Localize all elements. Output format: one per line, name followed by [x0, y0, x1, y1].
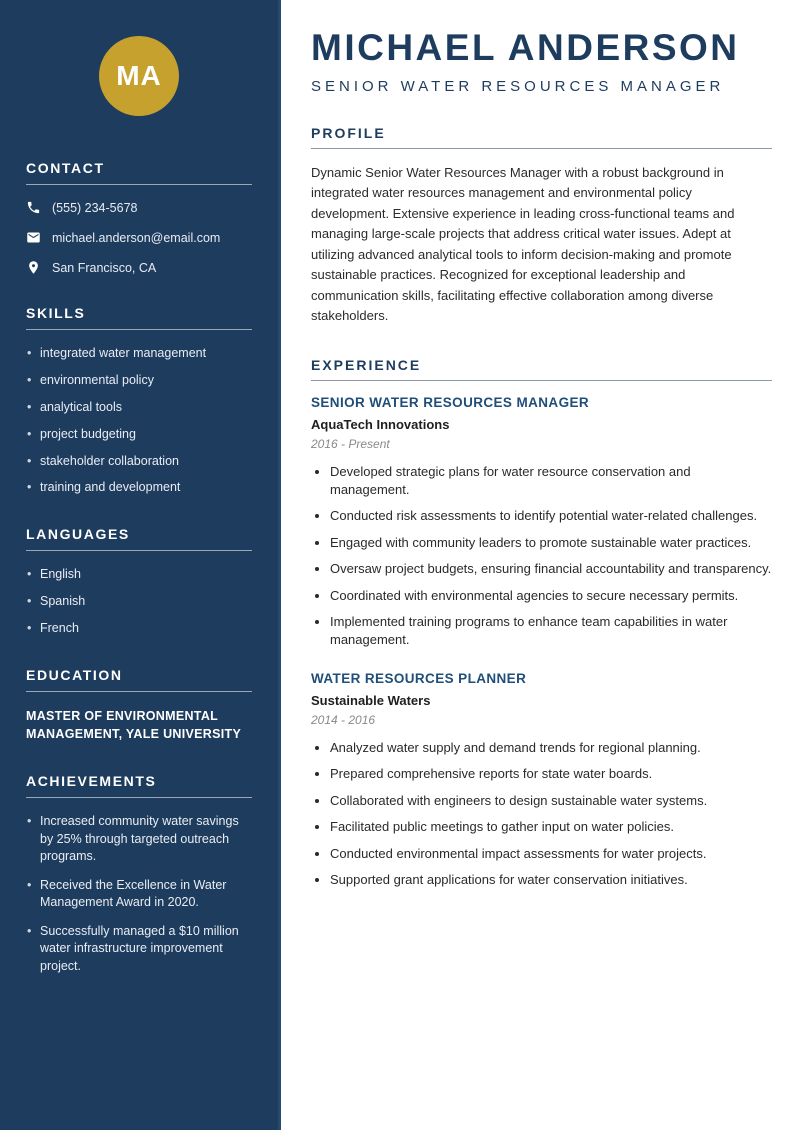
achievement-item: • Increased community water savings by 25% through targeted outreach programs. — [26, 813, 252, 866]
avatar — [99, 36, 179, 116]
education-heading: EDUCATION — [26, 667, 252, 692]
achievements-list — [26, 813, 252, 975]
skills-section — [26, 305, 252, 496]
location-icon — [26, 260, 41, 275]
job-title: SENIOR WATER RESOURCES MANAGER — [311, 394, 590, 410]
achievements-heading: ACHIEVEMENTS — [26, 773, 252, 798]
education-section — [26, 667, 252, 743]
job-bullets — [311, 739, 772, 889]
achievement-item: • Successfully managed a $10 million water infrastructure improvement project. — [26, 923, 252, 976]
achievement-item: • Received the Excellence in Water Management Award in 2020. — [26, 877, 252, 912]
phone-value: (555) 234-5678 — [52, 200, 138, 215]
skill-item: • stakeholder collaboration — [26, 453, 252, 470]
job-bullet: • Collaborated with engineers to design sustainable water systems. — [330, 792, 772, 810]
phone-icon — [26, 200, 41, 215]
job-bullet: • Conducted environmental impact assessments for water projects. — [330, 845, 772, 863]
experience-heading: EXPERIENCE — [311, 357, 772, 381]
phone-item — [26, 200, 252, 215]
job-entry — [311, 671, 772, 889]
languages-section — [26, 526, 252, 637]
email-item — [26, 230, 252, 245]
company-name: AquaTech Innovations — [311, 416, 450, 432]
job-bullets — [311, 463, 772, 649]
profile-heading: PROFILE — [311, 125, 772, 149]
job-bullet: • Oversaw project budgets, ensuring financial accountability and transparency. — [330, 560, 772, 578]
job-bullet: • Engaged with community leaders to promote sustainable water practices. — [330, 534, 772, 552]
company-name: Sustainable Waters — [311, 692, 431, 708]
job-bullet: • Analyzed water supply and demand trends for regional planning. — [330, 739, 772, 757]
skill-item: • integrated water management — [26, 345, 252, 362]
location-value: San Francisco, CA — [52, 260, 157, 275]
language-item: • French — [26, 620, 252, 637]
job-dates: 2014 - 2016 — [311, 712, 376, 727]
degree: MASTER OF ENVIRONMENTAL MANAGEMENT, YALE UNIVERSITY — [26, 708, 242, 741]
skills-list — [26, 345, 252, 496]
sidebar — [0, 0, 281, 1130]
contact-section — [26, 160, 252, 275]
experience-section — [311, 357, 772, 889]
job-bullet: • Coordinated with environmental agencies to secure necessary permits. — [330, 587, 772, 605]
skill-item: • project budgeting — [26, 426, 252, 443]
main-content — [281, 0, 800, 1130]
achievements-section — [26, 773, 252, 975]
contact-heading: CONTACT — [26, 160, 252, 185]
languages-heading: LANGUAGES — [26, 526, 252, 551]
language-item: • English — [26, 566, 252, 583]
job-bullet: • Developed strategic plans for water resource conservation and management. — [330, 463, 772, 499]
languages-list — [26, 566, 252, 637]
profile-section — [311, 125, 772, 327]
job-entry — [311, 395, 772, 649]
skills-heading: SKILLS — [26, 305, 252, 330]
language-item: • Spanish — [26, 593, 252, 610]
job-bullet: • Conducted risk assessments to identify potential water-related challenges. — [330, 507, 772, 525]
job-dates: 2016 - Present — [311, 436, 390, 451]
job-bullet: • Supported grant applications for water conservation initiatives. — [330, 871, 772, 889]
email-icon — [26, 230, 41, 245]
job-bullet: • Prepared comprehensive reports for state water boards. — [330, 765, 772, 783]
job-title: WATER RESOURCES PLANNER — [311, 670, 527, 686]
headline: SENIOR WATER RESOURCES MANAGER — [311, 77, 725, 95]
skill-item: • environmental policy — [26, 372, 252, 389]
job-bullet: • Facilitated public meetings to gather input on water policies. — [330, 818, 772, 836]
job-bullet: • Implemented training programs to enhance team capabilities in water management. — [330, 613, 772, 649]
page-title: MICHAEL ANDERSON — [311, 27, 740, 68]
skill-item: • analytical tools — [26, 399, 252, 416]
avatar-initials: MA — [116, 60, 162, 91]
profile-text: Dynamic Senior Water Resources Manager with a robust background in integrated water resources management and environmental policy development. Extensive experience in leading cross-functional teams and managing large-scale projects that address critical water issues. Adept at utilizing advanced analytical tools to inform decision-making and promote sustainable practices. Recognized for exceptional leadership and communication skills, facilitating effective collaboration among diverse stakeholders. — [311, 164, 735, 324]
avatar-wrap — [26, 36, 252, 116]
location-item — [26, 260, 252, 275]
email-value: michael.anderson@email.com — [52, 230, 221, 245]
skill-item: • training and development — [26, 479, 252, 496]
